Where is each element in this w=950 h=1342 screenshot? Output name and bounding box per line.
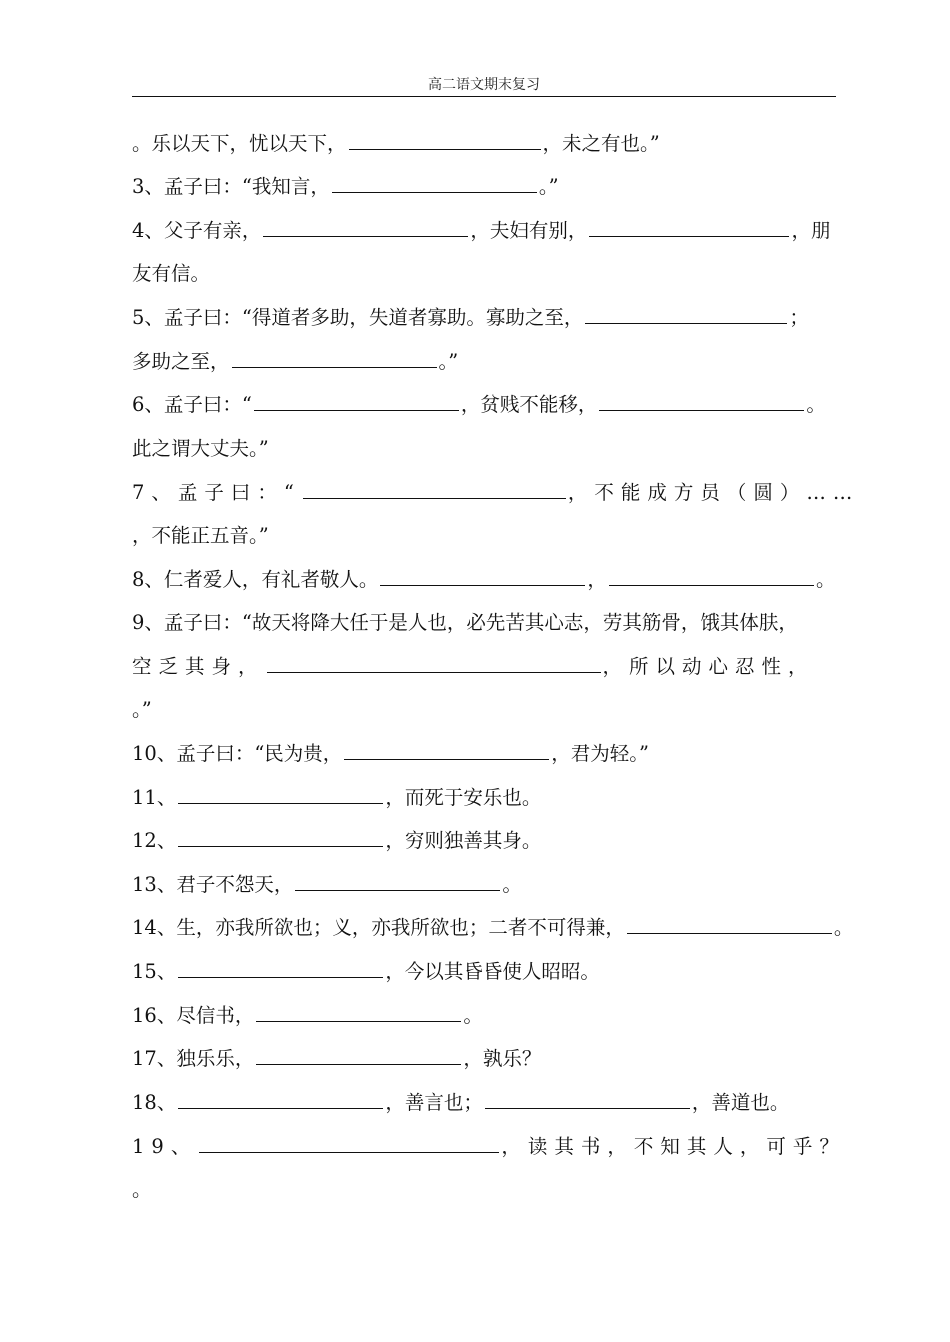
line-text: ，夫妇有别，: [470, 219, 588, 242]
line-text: 多助之至，: [132, 350, 230, 373]
answer-blank[interactable]: [295, 872, 500, 891]
answer-blank[interactable]: [256, 1003, 461, 1022]
line-text: ，未之有也。”: [542, 132, 660, 155]
fill-blank-line: [132, 915, 853, 941]
line-text: 。: [833, 916, 854, 939]
line-text: 。: [806, 393, 826, 416]
answer-blank[interactable]: [485, 1090, 690, 1109]
fill-blank-line: [132, 1090, 789, 1116]
answer-blank[interactable]: [178, 1090, 383, 1109]
fill-blank-line: [132, 131, 660, 157]
line-text: 7、孟子曰：“: [132, 481, 301, 504]
fill-blank-line: [132, 654, 815, 680]
line-text: 11、: [132, 786, 177, 809]
answer-blank[interactable]: [344, 741, 549, 760]
line-text: 15、: [132, 960, 177, 983]
answer-blank[interactable]: [178, 959, 383, 978]
page-header-title: 高二语文期末复习: [428, 77, 540, 93]
fill-blank-line: [132, 392, 826, 418]
fill-blank-line: [132, 349, 458, 375]
fill-blank-line: [132, 174, 559, 200]
answer-blank[interactable]: [627, 915, 832, 934]
answer-blank[interactable]: [589, 218, 789, 237]
line-text: ，不能正五音。”: [132, 524, 269, 547]
fill-blank-line: [132, 436, 269, 462]
line-text: ，: [587, 568, 607, 591]
header-rule: [132, 96, 836, 97]
fill-blank-line: [132, 1177, 152, 1203]
answer-blank[interactable]: [267, 654, 601, 673]
answer-blank[interactable]: [349, 131, 541, 150]
line-text: 19、: [132, 1135, 198, 1158]
answer-blank[interactable]: [585, 305, 787, 324]
answer-blank[interactable]: [199, 1134, 499, 1153]
line-text: 。: [463, 1004, 483, 1027]
fill-blank-line: [132, 1134, 846, 1160]
fill-blank-line: [132, 872, 522, 898]
line-text: 10、孟子曰：“民为贵，: [132, 742, 343, 765]
line-text: ，而死于安乐也。: [385, 786, 542, 809]
line-text: 13、君子不怨天，: [132, 873, 294, 896]
line-text: 9、孟子曰：“故天将降大任于是人也，必先苦其心志，劳其筋骨，饿其体肤，: [132, 611, 798, 634]
line-text: 18、: [132, 1091, 177, 1114]
line-text: 16、尽信书，: [132, 1004, 255, 1027]
fill-blank-line: [132, 1003, 483, 1029]
line-text: 。”: [438, 350, 459, 373]
answer-blank[interactable]: [178, 785, 383, 804]
line-text: ，今以其昏昏使人昭昭。: [385, 960, 600, 983]
line-text: ，朋: [791, 219, 831, 242]
line-text: ，所以动心忍性，: [602, 655, 815, 678]
answer-blank[interactable]: [609, 567, 814, 586]
line-text: 4、父子有亲，: [132, 219, 262, 242]
fill-blank-line: [132, 610, 798, 636]
line-text: 。”: [132, 698, 152, 721]
line-text: 友有信。: [132, 262, 211, 285]
line-text: 。乐以天下，忧以天下，: [132, 132, 347, 155]
fill-blank-line: [132, 305, 809, 331]
fill-blank-line: [132, 523, 269, 549]
line-text: ；: [789, 306, 809, 329]
line-text: 12、: [132, 829, 177, 852]
fill-blank-line: [132, 218, 830, 244]
line-text: 此之谓大丈夫。”: [132, 437, 269, 460]
fill-blank-line: [132, 959, 600, 985]
answer-blank[interactable]: [254, 392, 459, 411]
answer-blank[interactable]: [256, 1046, 461, 1065]
line-text: 。: [132, 1178, 152, 1201]
answer-blank[interactable]: [380, 567, 585, 586]
line-text: 3、孟子曰：“我知言，: [132, 175, 330, 198]
line-text: ，贫贱不能移，: [460, 393, 598, 416]
line-text: 。: [815, 568, 836, 591]
line-text: 空乏其身，: [132, 655, 265, 678]
fill-blank-line: [132, 567, 835, 593]
fill-blank-line: [132, 261, 210, 287]
line-text: 。”: [538, 175, 559, 198]
line-text: 8、仁者爱人，有礼者敬人。: [132, 568, 379, 591]
line-text: 14、生，亦我所欲也；义，亦我所欲也；二者不可得兼，: [132, 916, 625, 939]
line-text: ，不能成方员（圆）……: [567, 481, 860, 504]
line-text: ，善道也。: [691, 1091, 790, 1114]
fill-blank-line: [132, 480, 859, 506]
line-text: ，读其书，不知其人，可乎？: [501, 1135, 846, 1158]
line-text: ，孰乐？: [463, 1047, 542, 1070]
answer-blank[interactable]: [599, 392, 804, 411]
line-text: 5、孟子曰：“得道者多助，失道者寡助。寡助之至，: [132, 306, 584, 329]
answer-blank[interactable]: [232, 349, 437, 368]
fill-blank-line: [132, 785, 541, 811]
line-text: 17、独乐乐，: [132, 1047, 255, 1070]
fill-blank-line: [132, 741, 649, 767]
line-text: ，善言也；: [385, 1091, 483, 1114]
answer-blank[interactable]: [303, 480, 566, 499]
fill-blank-line: [132, 1046, 541, 1072]
answer-blank[interactable]: [263, 218, 468, 237]
fill-blank-line: [132, 828, 541, 854]
line-text: 。: [502, 873, 522, 896]
answer-blank[interactable]: [178, 828, 383, 847]
line-text: 6、孟子曰：“: [132, 393, 252, 416]
fill-blank-line: [132, 697, 152, 723]
answer-blank[interactable]: [332, 174, 537, 193]
line-text: ，君为轻。”: [551, 742, 650, 765]
line-text: ，穷则独善其身。: [385, 829, 542, 852]
